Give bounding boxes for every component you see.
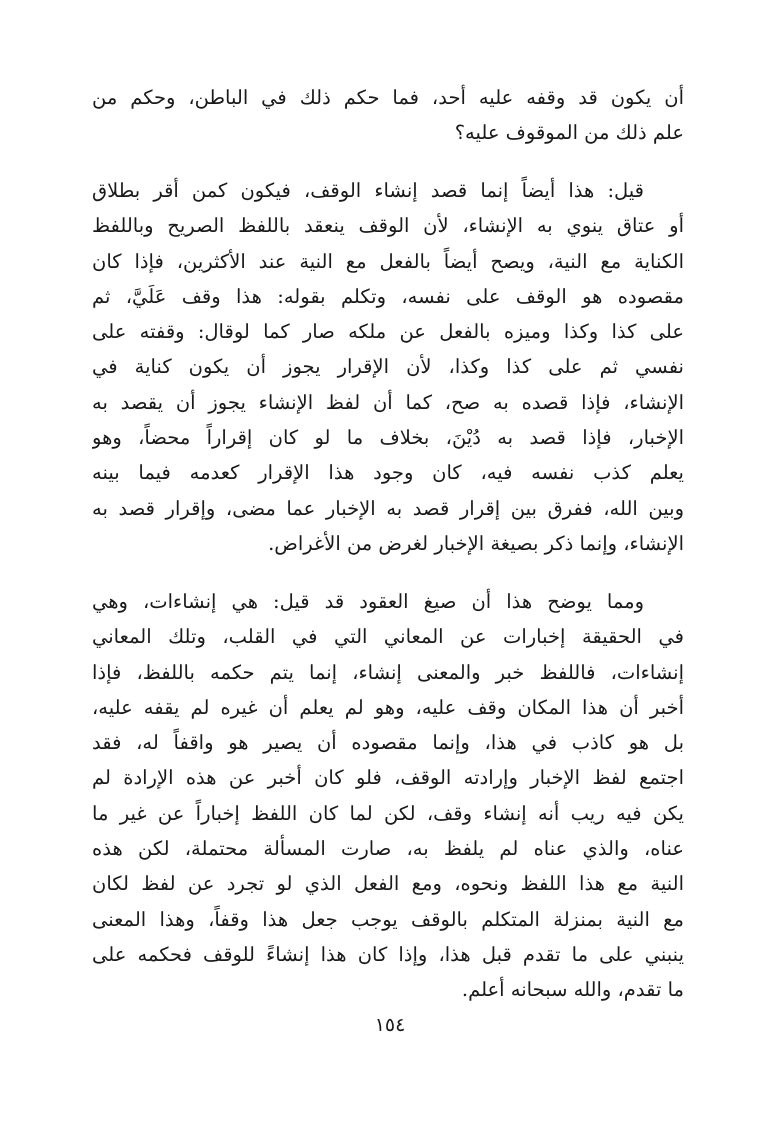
text-line: أو عتاق ينوي به الإنشاء، لأن الوقف ينعقد باللفظ الصريح وباللفظ xyxy=(92,214,684,238)
text-line: الإنشاء، فإذا قصده به صح، كما أن لفظ الإنشاء يجوز أن يقصد به xyxy=(92,390,684,414)
text-line: مع النية بمنزلة المتكلم بالوقف يوجب جعل هذا وقفاً، وهذا المعنى xyxy=(92,907,684,931)
text-line: على كذا وكذا وميزه بالفعل عن ملكه صار كما لوقال: وقفته على xyxy=(92,320,684,344)
text-line: نفسي ثم على كذا وكذا، لأن الإقرار يجوز أن يكون كناية في xyxy=(92,355,684,379)
text-line: أن يكون قد وقفه عليه أحد، فما حكم ذلك في الباطن، وحكم من xyxy=(92,86,684,109)
text-line: بل هو كاذب في هذا، وإنما مقصوده أن يصير هو واقفاً له، فقد xyxy=(92,731,684,755)
paragraph-1 xyxy=(92,80,684,151)
text-line: يكن فيه ريب أنه إنشاء وقف، لكن لما كان اللفظ إخباراً عن غير ما xyxy=(92,801,684,825)
text-line: الكناية مع النية، ويصح أيضاً بالفعل مع النية عند الأكثرين، فإذا كان xyxy=(92,249,684,273)
text-line: إنشاءات، فاللفظ خبر والمعنى إنشاء، إنما يتم حكمه باللفظ، فإذا xyxy=(92,660,684,684)
text-line: علم ذلك من الموقوف عليه؟ xyxy=(454,121,684,145)
text-line: عناه، والذي عناه لم يلفظ به، صارت المسألة محتملة، لكن هذه xyxy=(92,837,684,861)
text-line: مقصوده هو الوقف على نفسه، وتكلم بقوله: هذا وقف عَلَيَّ، ثم xyxy=(92,284,684,308)
text-line: أخبر أن هذا المكان وقف عليه، وهو لم يعلم أن غيره لم يقفه عليه، xyxy=(92,695,684,719)
paragraph-3 xyxy=(92,584,684,1008)
text-line: الإخبار، فإذا قصد به دُيْنَ، بخلاف ما لو كان إقراراً محضاً، وهو xyxy=(92,426,684,450)
text-line: اجتمع لفظ الإخبار وإرادته الوقف، فلو كان أخبر عن هذه الإرادة لم xyxy=(92,766,684,790)
text-line: وبين الله، ففرق بين إقرار قصد به الإخبار عما مضى، وإقرار قصد به xyxy=(92,496,684,520)
text-line: قيل: هذا أيضاً إنما قصد إنشاء الوقف، فيكون كمن أقر بطلاق xyxy=(92,179,644,202)
text-line: يعلم كذب نفسه فيه، كان وجود هذا الإقرار كعدمه فيما بينه xyxy=(92,461,684,485)
text-line: ومما يوضح هذا أن صيغ العقود قد قيل: هي إنشاءات، وهي xyxy=(92,590,644,613)
page-number: ١٥٤ xyxy=(374,1014,406,1036)
text-line: في الحقيقة إخبارات عن المعاني التي في القلب، وتلك المعاني xyxy=(92,625,684,649)
paragraph-2 xyxy=(92,173,684,561)
text-line: ينبني على ما تقدم قبل هذا، وإذا كان هذا إنشاءً للوقف فحكمه على xyxy=(92,942,684,966)
text-line: النية مع هذا اللفظ ونحوه، ومع الفعل الذي لو تجرد عن لفظ لكان xyxy=(92,872,684,896)
text-line: ما تقدم، والله سبحانه أعلم. xyxy=(461,978,684,1002)
text-line: الإنشاء، وإنما ذكر بصيغة الإخبار لغرض من الأغراض. xyxy=(268,531,684,555)
